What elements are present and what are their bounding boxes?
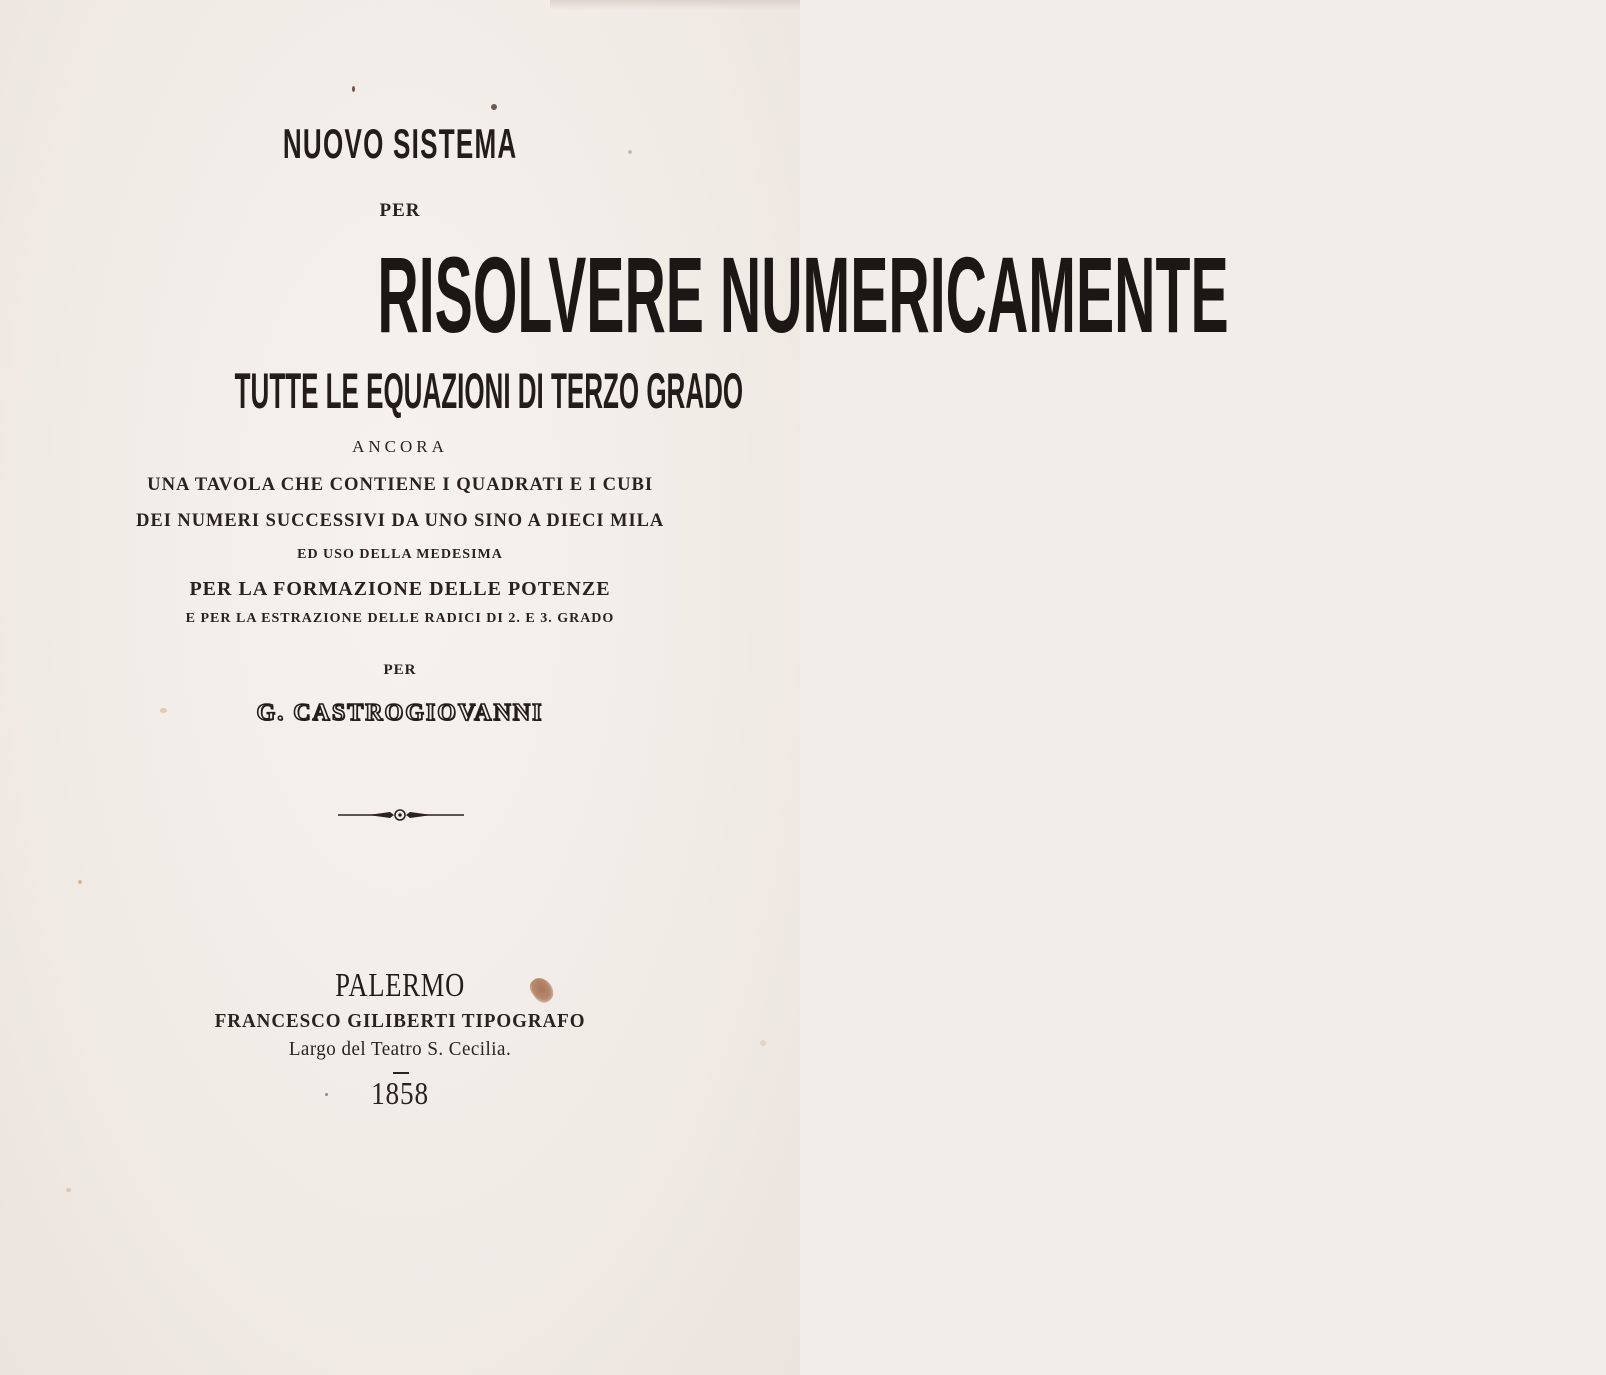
connector-per-top	[0, 200, 800, 222]
connector-per-top-text: PER	[379, 200, 421, 221]
paper-speck	[160, 708, 167, 713]
author-name: G. CASTROGIOVANNI	[256, 700, 544, 726]
imprint-printer-text: FRANCESCO GILIBERTI TIPOGRAFO	[214, 1010, 586, 1032]
imprint-address-text: Largo del Teatro S. Cecilia.	[288, 1038, 512, 1060]
main-title-text: RISOLVERE NUMERICAMENTE	[377, 234, 1229, 355]
paper-speck	[325, 1093, 328, 1096]
ancora-text: ANCORA	[352, 437, 448, 456]
numeri-line	[0, 510, 800, 532]
imprint-year	[0, 1075, 800, 1112]
paper-speck	[66, 1188, 71, 1192]
formazione-line	[0, 578, 800, 601]
paper-speck	[760, 1040, 766, 1046]
author-line	[0, 700, 800, 727]
uso-line	[0, 547, 800, 563]
subtitle-equazioni-text: TUTTE LE EQUAZIONI DI TERZO GRADO	[234, 363, 744, 419]
paper-speck	[78, 880, 82, 884]
paper-speck	[491, 104, 497, 110]
numeri-text: DEI NUMERI SUCCESSIVI DA UNO SINO A DIECI MILA	[135, 510, 664, 531]
title-line-nuovo-sistema	[0, 120, 800, 168]
year-rule	[393, 1072, 409, 1074]
tavola-text: UNA TAVOLA CHE CONTIENE I QUADRATI E I CUBI	[147, 474, 653, 495]
ancora-line	[0, 437, 800, 457]
estrazione-line	[0, 611, 800, 627]
main-title-risolvere	[0, 234, 1229, 355]
paper-speck	[352, 86, 355, 92]
ornament-divider-icon	[330, 803, 470, 827]
formazione-text: PER LA FORMAZIONE DELLE POTENZE	[189, 578, 611, 600]
imprint-year-text: 1858	[371, 1075, 429, 1111]
paper-speck	[628, 150, 632, 154]
imprint-city-text: PALERMO	[335, 967, 465, 1004]
page-edge-shadow	[550, 0, 800, 10]
imprint-city	[0, 967, 800, 1005]
tavola-line	[0, 474, 800, 496]
subtitle-equazioni	[0, 362, 800, 420]
imprint-address	[0, 1038, 800, 1061]
imprint-printer	[0, 1010, 800, 1033]
estrazione-text: E PER LA ESTRAZIONE DELLE RADICI DI 2. E 3. GRADO	[185, 611, 615, 626]
uso-text: ED USO DELLA MEDESIMA	[297, 547, 503, 562]
connector-per-bottom	[0, 662, 800, 679]
title-text-nuovo-sistema: NUOVO SISTEMA	[282, 120, 518, 167]
connector-per-bottom-text: PER	[383, 662, 417, 678]
